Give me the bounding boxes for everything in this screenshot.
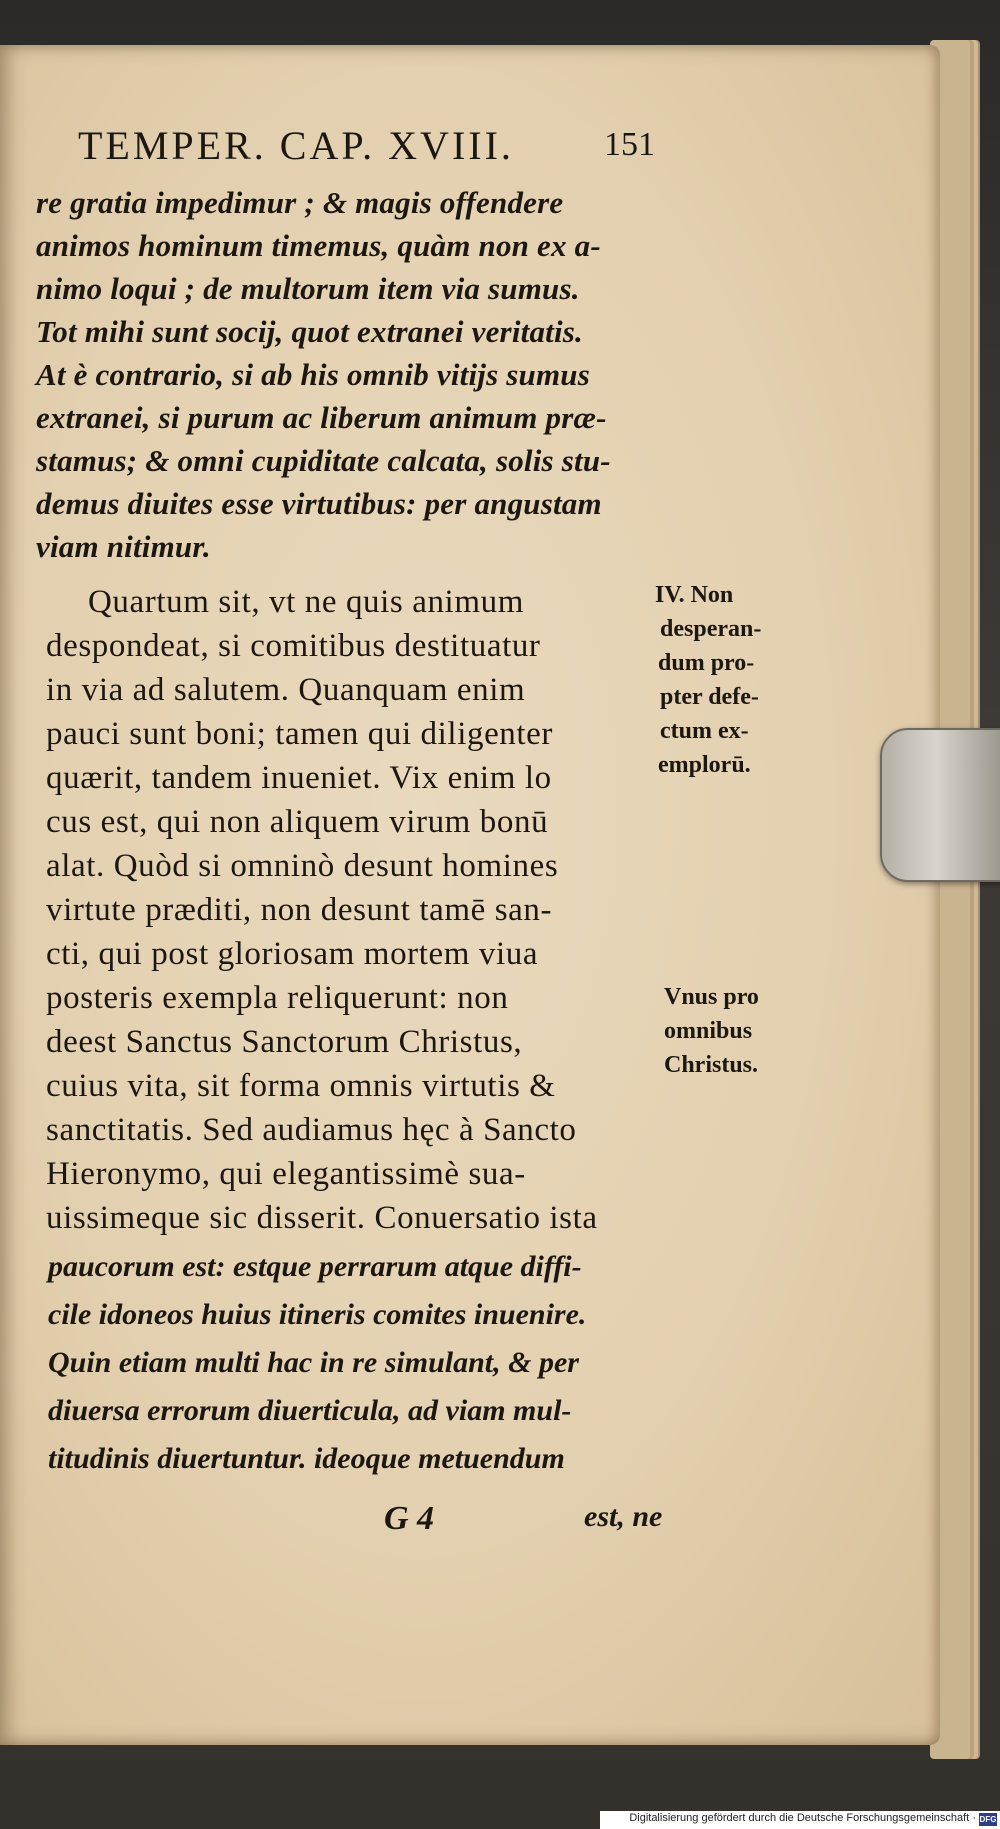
dfg-logo-icon: DFG	[979, 1815, 997, 1824]
margin-note: pter defe-	[660, 684, 759, 710]
signature-mark: G 4	[384, 1500, 435, 1537]
text-line: Hieronymo, qui elegantissimè sua-	[46, 1156, 526, 1192]
text-line: cus est, qui non aliquem virum bonū	[46, 804, 549, 840]
text-line: extranei, si purum ac liberum animum præ-	[36, 400, 607, 435]
text-line: re gratia impedimur ; & magis offendere	[36, 185, 564, 220]
text-line: demus diuites esse virtutibus: per angustam	[36, 486, 602, 521]
text-line: virtute præditi, non desunt tamē san-	[46, 892, 553, 928]
text-line: diuersa errorum diuerticula, ad viam mul-	[48, 1394, 572, 1427]
text-line: stamus; & omni cupiditate calcata, solis stu-	[36, 443, 611, 478]
text-line: sanctitatis. Sed audiamus hęc à Sancto	[46, 1112, 577, 1148]
text-line: in via ad salutem. Quanquam enim	[46, 672, 526, 708]
text-line: viam nitimur.	[36, 529, 211, 564]
text-line: paucorum est: estque perrarum atque diffi-	[48, 1250, 582, 1283]
text-line: alat. Quòd si omninò desunt homines	[46, 848, 559, 884]
running-title: TEMPER. CAP. XVIII.	[78, 123, 514, 168]
text-line: cti, qui post gloriosam mortem viua	[46, 936, 539, 972]
margin-note: dum pro-	[658, 650, 755, 676]
text-line: nimo loqui ; de multorum item via sumus.	[36, 271, 580, 306]
margin-note: desperan-	[660, 616, 762, 642]
page-number: 151	[604, 126, 655, 163]
text-line: Quin etiam multi hac in re simulant, & per	[48, 1346, 579, 1379]
text-line: quærit, tandem inueniet. Vix enim lo	[46, 760, 552, 796]
text-line: Quartum sit, vt ne quis animum	[88, 584, 524, 620]
page-clip	[880, 728, 1000, 882]
text-line: Tot mihi sunt socij, quot extranei veritatis.	[36, 314, 583, 349]
margin-note: IV. Non	[655, 582, 734, 608]
margin-note: ctum ex-	[660, 718, 749, 744]
text-line: pauci sunt boni; tamen qui diligenter	[46, 716, 554, 752]
text-line: animos hominum timemus, quàm non ex a-	[36, 228, 601, 263]
text-line: deest Sanctus Sanctorum Christus,	[46, 1024, 523, 1060]
text-line: cuius vita, sit forma omnis virtutis &	[46, 1068, 556, 1104]
text-line: titudinis diuertuntur. ideoque metuendum	[48, 1442, 565, 1475]
catchword: est, ne	[584, 1500, 663, 1533]
text-line: cile idoneos huius itineris comites inuenire.	[48, 1298, 587, 1331]
text-line: At è contrario, si ab his omnib vitijs sumus	[36, 357, 591, 392]
margin-note: emplorū.	[658, 752, 751, 778]
funding-credit: Digitalisierung gefördert durch die Deutsche Forschungsgemeinschaft ·	[629, 1812, 976, 1824]
margin-note: omnibus	[664, 1018, 753, 1044]
margin-note: Vnus pro	[664, 984, 759, 1010]
text-line: posteris exempla reliquerunt: non	[46, 980, 509, 1016]
text-line: uissimeque sic disserit. Conuersatio ista	[46, 1200, 598, 1236]
margin-note: Christus.	[664, 1052, 759, 1078]
text-line: despondeat, si comitibus destituatur	[46, 628, 541, 664]
